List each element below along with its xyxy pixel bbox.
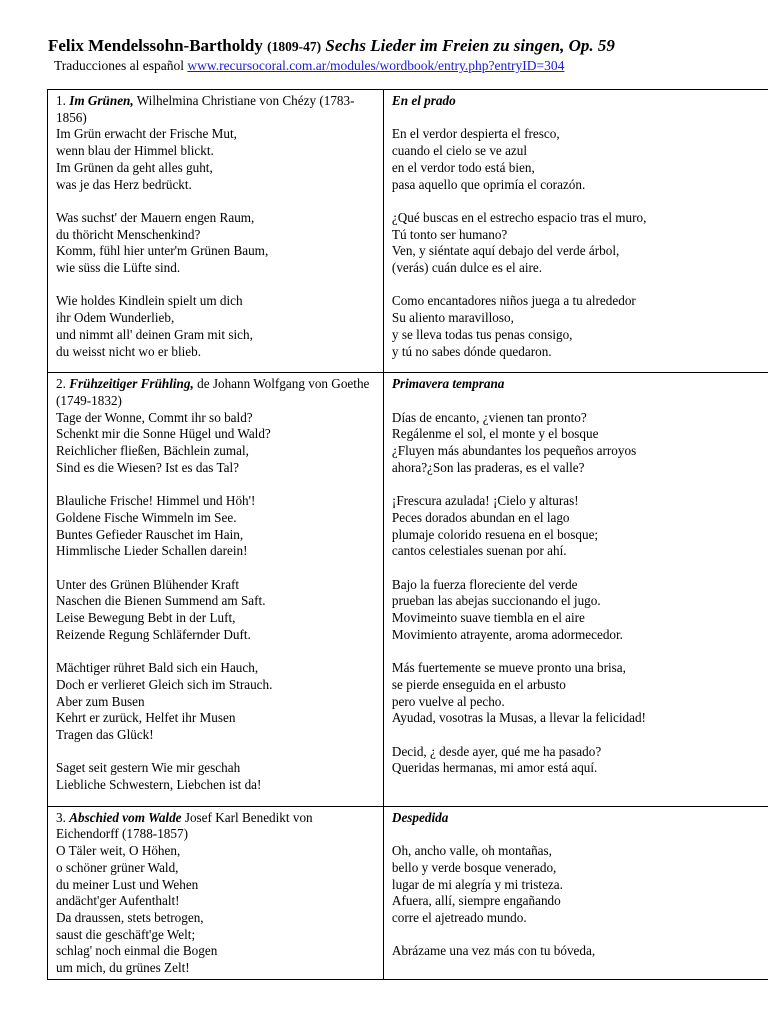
- verse-line: du weisst nicht wo er blieb.: [56, 343, 202, 359]
- poet-credit: Josef Karl Benedikt von Eichendorff (1788-1857): [56, 809, 313, 842]
- stanza: [392, 744, 763, 777]
- work-title: Sechs Lieder im Freien zu singen, Op. 59: [325, 36, 615, 55]
- translation-cell: [383, 373, 768, 807]
- verse-line: Kehrt er zurück, Helfet ihr Musen: [56, 710, 236, 726]
- verse-line: lugar de mi alegría y mi tristeza.: [391, 876, 563, 892]
- song-number: 2.: [56, 376, 66, 392]
- song-row: [48, 90, 768, 373]
- composer-name: Felix Mendelssohn-Bartholdy: [48, 36, 263, 55]
- verse-line: Tú tonto ser humano?: [391, 226, 508, 242]
- song-row: [48, 806, 768, 979]
- verse-line: Komm, fühl hier unter'm Grünen Baum,: [56, 243, 269, 259]
- verse-line: Decid, ¿ desde ayer, qué me ha pasado?: [391, 743, 602, 759]
- stanza: [56, 660, 377, 744]
- verse-line: ¡Frescura azulada! ¡Cielo y alturas!: [391, 493, 579, 509]
- verse-line: um mich, du grünes Zelt!: [56, 960, 190, 976]
- verse-line: Ven, y siéntate aquí debajo del verde árbol,: [391, 243, 620, 259]
- lyrics-table: [47, 89, 768, 980]
- song-heading: [56, 810, 377, 843]
- verse-line: se pierde enseguida en el arbusto: [391, 676, 566, 692]
- verse-line: Im Grünen da geht alles guht,: [56, 159, 213, 175]
- verse-line: saust die geschäft'ge Welt;: [56, 926, 196, 942]
- stanza: [392, 843, 763, 927]
- translation-label: Traducciones al español: [54, 58, 184, 73]
- song-row: [48, 373, 768, 807]
- stanza: [56, 410, 377, 477]
- song-heading: [56, 376, 377, 409]
- stanza: [56, 760, 377, 793]
- verse-line: Reizende Regung Schläfernder Duft.: [56, 626, 251, 642]
- verse-line: Movimiento atrayente, aroma adormecedor.: [391, 626, 623, 642]
- verse-line: Saget seit gestern Wie mir geschah: [56, 760, 241, 776]
- verse-line: Bajo la fuerza floreciente del verde: [391, 576, 578, 592]
- verse-line: Doch er verlieret Gleich sich im Strauch.: [56, 676, 273, 692]
- verse-line: du meiner Lust und Wehen: [56, 876, 199, 892]
- stanza: [56, 210, 377, 277]
- verse-line: Movimeinto suave tiembla en el aire: [391, 610, 585, 626]
- verse-line: cuando el cielo se ve azul: [391, 143, 528, 159]
- verse-line: En el verdor despierta el fresco,: [391, 126, 560, 142]
- song-title: Abschied vom Walde: [69, 809, 182, 825]
- verse-line: y se lleva todas tus penas consigo,: [391, 326, 573, 342]
- verse-line: ihr Odem Wunderlieb,: [56, 310, 175, 326]
- stanza: [392, 293, 763, 360]
- page-title: [48, 36, 748, 56]
- verse-line: pero vuelve al pecho.: [391, 693, 505, 709]
- verse-line: Unter des Grünen Blühender Kraft: [56, 576, 240, 592]
- verse-line: Mächtiger rühret Bald sich ein Hauch,: [56, 660, 259, 676]
- verse-line: prueban las abejas succionando el jugo.: [391, 593, 601, 609]
- verse-line: ¿Qué buscas en el estrecho espacio tras el muro,: [391, 209, 647, 225]
- verse-line: Su aliento maravilloso,: [391, 310, 514, 326]
- verse-line: ¿Fluyen más abundantes los pequeños arroyos: [391, 443, 637, 459]
- translation-title: En el prado: [391, 93, 456, 108]
- verse-line: Abrázame una vez más con tu bóveda,: [391, 943, 596, 959]
- poet-credit: Wilhelmina Christiane von Chézy (1783-1856): [56, 93, 355, 125]
- verse-line: wenn blau der Himmel blickt.: [56, 143, 214, 159]
- translation-source: [54, 58, 564, 74]
- verse-line: du thöricht Menschenkind?: [56, 226, 201, 242]
- verse-line: Sind es die Wiesen? Ist es das Tal?: [56, 459, 240, 475]
- stanza: [392, 493, 763, 560]
- verse-line: pasa aquello que oprimía el corazón.: [391, 176, 586, 192]
- stanza: [392, 126, 763, 193]
- verse-line: en el verdor todo está bien,: [391, 159, 535, 175]
- translation-cell: [383, 806, 768, 979]
- verse-line: Queridas hermanas, mi amor está aquí.: [391, 760, 598, 776]
- stanza: [392, 943, 763, 960]
- translation-title: Primavera temprana: [391, 376, 505, 392]
- verse-line: Leise Bewegung Bebt in der Luft,: [56, 610, 236, 626]
- poet-credit: de Johann Wolfgang von Goethe (1749-1832): [56, 376, 370, 408]
- stanza: [56, 293, 377, 360]
- verse-line: corre el ajetreado mundo.: [391, 909, 527, 925]
- verse-line: Días de encanto, ¿vienen tan pronto?: [391, 409, 587, 425]
- stanza: [56, 577, 377, 644]
- verse-line: y tú no sabes dónde quedaron.: [391, 343, 552, 359]
- verse-line: Himmlische Lieder Schallen darein!: [56, 543, 248, 559]
- verse-line: (verás) cuán dulce es el aire.: [391, 260, 543, 275]
- stanza: [392, 660, 763, 727]
- verse-line: schlag' noch einmal die Bogen: [56, 943, 218, 959]
- verse-line: Oh, ancho valle, oh montañas,: [391, 843, 552, 859]
- verse-line: Reichlicher fließen, Bächlein zumal,: [56, 443, 249, 459]
- verse-line: cantos celestiales suenan por ahí.: [391, 543, 567, 559]
- verse-line: andächt'ger Aufenthalt!: [56, 893, 180, 909]
- stanza: [392, 210, 763, 277]
- verse-line: Liebliche Schwestern, Liebchen ist da!: [56, 777, 262, 793]
- translation-cell: [383, 90, 768, 373]
- verse-line: Más fuertemente se mueve pronto una brisa,: [391, 660, 626, 676]
- stanza: [56, 126, 377, 193]
- verse-line: o schöner grüner Wald,: [56, 859, 179, 875]
- original-text-cell: [48, 806, 384, 979]
- song-title: Im Grünen,: [69, 93, 134, 108]
- source-link[interactable]: www.recursocoral.com.ar/modules/wordbook/entry.php?entryID=304: [187, 58, 565, 73]
- song-title: Frühzeitiger Frühling,: [69, 376, 194, 392]
- verse-line: Tragen das Glück!: [56, 726, 154, 742]
- song-number: 1.: [56, 93, 66, 108]
- stanza: [56, 843, 377, 977]
- verse-line: Ayudad, vosotras la Musas, a llevar la felicidad!: [391, 710, 646, 726]
- verse-line: Afuera, allí, siempre engañando: [391, 893, 561, 909]
- verse-line: Goldene Fische Wimmeln im See.: [56, 509, 237, 525]
- verse-line: was je das Herz bedrückt.: [56, 176, 192, 192]
- verse-line: Da draussen, stets betrogen,: [56, 909, 204, 925]
- verse-line: Regálenme el sol, el monte y el bosque: [391, 426, 599, 442]
- verse-line: O Täler weit, O Höhen,: [56, 843, 181, 859]
- stanza: [392, 410, 763, 477]
- verse-line: Schenkt mir die Sonne Hügel und Wald?: [56, 426, 271, 442]
- song-heading: [56, 93, 377, 126]
- original-text-cell: [48, 90, 384, 373]
- verse-line: Peces dorados abundan en el lago: [391, 509, 570, 525]
- verse-line: Wie holdes Kindlein spielt um dich: [56, 293, 243, 309]
- stanza: [56, 493, 377, 560]
- verse-line: Naschen die Bienen Summend am Saft.: [56, 593, 266, 609]
- verse-line: Tage der Wonne, Commt ihr so bald?: [56, 409, 253, 425]
- verse-line: Was suchst' der Mauern engen Raum,: [56, 209, 255, 225]
- verse-line: Buntes Gefieder Rauschet im Hain,: [56, 526, 244, 542]
- composer-dates: (1809-47): [267, 39, 322, 54]
- verse-line: bello y verde bosque venerado,: [391, 859, 557, 875]
- verse-line: Aber zum Busen: [56, 693, 145, 709]
- verse-line: plumaje colorido resuena en el bosque;: [391, 526, 599, 542]
- verse-line: wie süss die Lüfte sind.: [56, 260, 181, 276]
- verse-line: Im Grün erwacht der Frische Mut,: [56, 126, 237, 142]
- original-text-cell: [48, 373, 384, 807]
- verse-line: Blauliche Frische! Himmel und Höh'!: [56, 493, 256, 509]
- translation-title: Despedida: [391, 809, 449, 825]
- stanza: [392, 577, 763, 644]
- song-number: 3.: [56, 809, 66, 825]
- verse-line: ahora?¿Son las praderas, es el valle?: [391, 459, 585, 475]
- verse-line: Como encantadores niños juega a tu alrededor: [391, 293, 636, 309]
- verse-line: und nimmt all' deinen Gram mit sich,: [56, 326, 253, 342]
